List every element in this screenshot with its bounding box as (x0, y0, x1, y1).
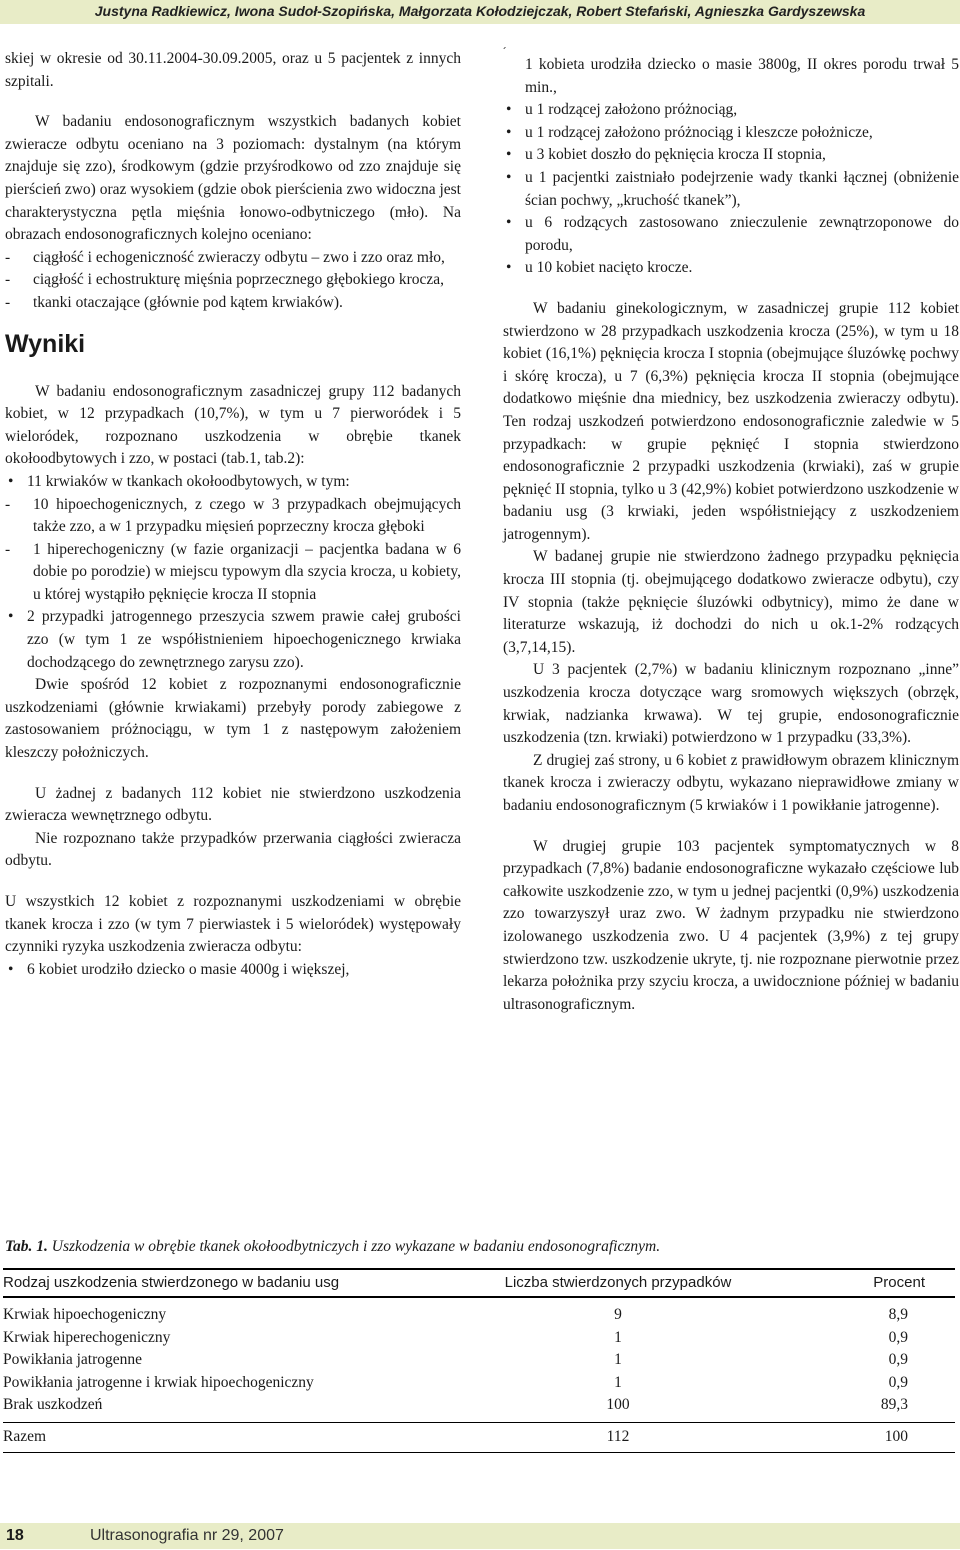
table-cell: Powikłania jatrogenne (3, 1351, 143, 1369)
table-cell: 1 (614, 1351, 622, 1369)
caption-label: Tab. 1. (5, 1238, 48, 1255)
list-item: - ciągłość i echostrukturę mięśnia poprzecznego głębokiego krocza, (5, 269, 461, 292)
list-item: • 6 kobiet urodziło dziecko o masie 4000g i większej, (5, 959, 461, 982)
results-table (3, 1268, 955, 1453)
column-header: Liczba stwierdzonych przypadków (483, 1269, 753, 1297)
table-row (3, 1297, 955, 1327)
list-item: • u 3 kobiet doszło do pęknięcia krocza II stopnia, (503, 144, 959, 167)
paragraph: Nie rozpoznano także przypadków przerwania ciągłości zwieracza odbytu. (5, 829, 461, 870)
list-continuation: 1 kobieta urodziła dziecko o masie 3800g, II okres porodu trwał 5 min., (525, 56, 959, 96)
table-row (3, 1372, 955, 1395)
paragraph: U wszystkich 12 kobiet z rozpoznanymi uszkodzeniami w obrębie tkanek krocza i zzo (w tym 7 pierwiastek i 5 wieloródek) występowały czynniki ryzyka uszkodzenia zwieracza odbytu: (5, 893, 461, 956)
section-heading: Wyniki (5, 329, 86, 358)
paragraph: W drugiej grupie 103 pacjentek symptomatycznych w 8 przypadkach (7,8%) badanie endosonograficzne wykazało częściowe lub całkowite uszkodzenie zzo, w tym u jednej pacjentki (0,9%) uszkodzenia zzo towarzyszył uraz zwo. W żadnym przypadku nie stwierdzono izolowanego uszkodzenia zwo. U 4 pacjentek (3,9%) z tej grupy stwierdzono tzw. uszkodzenie ukryte, tj. nie rozpoznane pierwotnie przez lekarza położnika przy szyciu krocza, a uwidocznione później w badaniu ultrasonograficznym. (503, 837, 959, 1013)
assessment-list (5, 247, 461, 315)
table-cell: 0,9 (888, 1328, 908, 1346)
table-cell: 1 (614, 1328, 622, 1346)
table-row (3, 1327, 955, 1350)
paragraph: U żadnej z badanych 112 kobiet nie stwierdzono uszkodzenia zwieracza wewnętrznego odbytu. (5, 784, 461, 825)
column-header: Procent (753, 1269, 955, 1297)
caption-text: Uszkodzenia w obrębie tkanek okołoodbytniczych i zzo wykazane w badaniu endosonograficznym. (51, 1238, 661, 1255)
table-cell: Powikłania jatrogenne i krwiak hipoechogeniczny (3, 1373, 314, 1391)
table-cell: Krwiak hiperechogeniczny (3, 1328, 171, 1346)
accent-mark: ´ (503, 45, 507, 59)
findings-list (5, 606, 461, 674)
list-item: - ciągłość i echogeniczność zwieraczy odbytu – zwo i zzo oraz mło, (5, 247, 461, 270)
list-item: • 11 krwiaków w tkankach okołoodbytowych, w tym: (5, 471, 461, 494)
hematoma-list (5, 494, 461, 607)
list-item: • u 1 rodzącej założono próżnociąg, (503, 99, 959, 122)
table-cell: Razem (3, 1422, 483, 1452)
list-item: • u 1 pacjentki zaistniało podejrzenie wady tkanki łącznej (obniżenie ścian pochwy, „kruchość tkanek”), (503, 167, 959, 212)
table-cell: 1 (614, 1373, 622, 1391)
paragraph: W badanej grupie nie stwierdzono żadnego przypadku pęknięcia krocza III stopnia (tj. obejmującego dodatkowo zwieracze odbytu), czy IV stopnia (także pęknięcie śluzówki odbytnicy), mimo że dane w literaturze wskazują, iż dochodzi do nich u ok.1-2% rodzących (3,7,14,15). (503, 548, 959, 656)
left-column (5, 48, 461, 981)
list-item: • u 1 rodzącej założono próżnociąg i kleszcze położnicze, (503, 122, 959, 145)
paragraph: W badaniu endosonograficznym wszystkich badanych kobiet zwieracze odbytu oceniano na 3 poziomach: dystalnym (na którym znajduje się zzo), środkowym (gdzie przyśrodkowo od zzo znajduje się pierścień zwo) oraz wysokiem (gdzie obok pierścienia zwo widoczna jest charakterystyczna pętla mięśnia łonowo-odbytniczego (mło). Na obrazach endosonograficznych kolejno oceniano: (5, 113, 461, 244)
list-item: - 10 hipoechogenicznych, z czego w 3 przypadkach obejmujących także zzo, a w 1 przypadku mięsień poprzeczny krocza głęboki (5, 494, 461, 539)
paragraph: Dwie spośród 12 kobiet z rozpoznanymi endosonograficznie uszkodzeniami (głównie krwiakami) przebyły porody zabiegowe z zastosowaniem próżnociągu, w tym 1 z następowym założeniem kleszczy położniczych. (5, 676, 461, 762)
table-cell: 100 (753, 1422, 955, 1452)
table-cell: 0,9 (888, 1373, 908, 1391)
table-cell: 8,9 (888, 1306, 908, 1323)
list-item: - tkanki otaczające (głównie pod kątem krwiaków). (5, 292, 461, 315)
paragraph: skiej w okresie od 30.11.2004-30.09.2005, oraz u 5 pacjentek z innych szpitali. (5, 50, 461, 90)
column-header: Rodzaj uszkodzenia stwierdzonego w badaniu usg (3, 1269, 483, 1297)
table-cell: 112 (483, 1422, 753, 1452)
table-cell: Brak uszkodzeń (3, 1394, 483, 1422)
right-column (503, 45, 959, 1016)
table-caption (5, 1238, 660, 1256)
paragraph: W badaniu ginekologicznym, w zasadniczej grupie 112 kobiet stwierdzono w 28 przypadkach uszkodzenia krocza (25%), w tym u 18 kobiet (16,1%) pęknięcia krocza I stopnia (obejmujące śluzówkę pochwy i skórę krocza), u 7 (6,3%) pęknięcia krocza II stopnia (obejmujące dodatkowo mięśnie dna miednicy, bez uszkodzenia zwieraczy odbytu). Ten rodzaj uszkodzeń potwierdzono endosonograficznie zaledwie w 5 przypadkach: w grupie pęknięć I stopnia stwierdzono endosonograficznie 2 przypadki uszkodzenia (krwiaki), zaś w grupie pęknięć II stopnia, tylko u 3 (42,9%) kobiet potwierdzono uszkodzenie w badaniu usg (3 krwiaki, jeden współistniejący z uszkodzeniem jatrogennym). (503, 299, 959, 543)
list-item: - 1 hiperechogeniczny (w fazie organizacji – pacjentka badana w 6 dobie po porodzie) w miejscu typowym dla szycia krocza, u kobiety, u której wystąpiło pęknięcie krocza II stopnia (5, 539, 461, 607)
table-cell: 0,9 (888, 1351, 908, 1369)
list-item: • u 10 kobiet nacięto krocze. (503, 257, 959, 280)
table-cell: 9 (614, 1306, 622, 1323)
list-item: • 2 przypadki jatrogennego przeszycia szwem prawie całej grubości zzo (w tym 1 ze współistnieniem hipoechogenicznego krwiaka dochodzącego do zewnętrznego zarysu zzo). (5, 606, 461, 674)
table-cell: 89,3 (753, 1394, 955, 1422)
journal-name: Ultrasonografia nr 29, 2007 (90, 1527, 284, 1544)
table-total-row (3, 1422, 955, 1452)
paragraph: U 3 pacjentek (2,7%) w badaniu klinicznym rozpoznano „inne” uszkodzenia krocza dotyczące warg sromowych większych (obrzęk, krwiak, nadzianka krwawa). W tej grupie, endosonograficznie uszkodzenia (tzn. krwiaki) potwierdzono w 1 przypadku (33,3%). (503, 661, 959, 747)
paragraph: W badaniu endosonograficznym zasadniczej grupy 112 badanych kobiet, w 12 przypadkach (10,7%), w tym u 7 pierworódek i 5 wieloródek, rozpoznano uszkodzenia w obrębie tkanek okołoodbytowych i zzo, w postaci (tab.1, tab.2): (5, 382, 461, 468)
table-cell: 100 (483, 1394, 753, 1422)
risk-list (5, 959, 461, 982)
paragraph: Z drugiej zaś strony, u 6 kobiet z prawidłowym obrazem klinicznym tkanek krocza i zwieraczy odbytu, wykazano nieprawidłowe zmiany w badaniu endosonograficznym (5 krwiaków i 1 powikłanie jatrogenne). (503, 751, 959, 814)
page-number: 18 (6, 1527, 24, 1544)
risk-list (503, 99, 959, 280)
findings-list (5, 471, 461, 494)
table-row (3, 1394, 955, 1422)
table-row (3, 1349, 955, 1372)
table-cell: Krwiak hipoechogeniczny (3, 1306, 167, 1323)
list-item: • u 6 rodzących zastosowano znieczulenie zewnątrzoponowe do porodu, (503, 212, 959, 257)
page-footer (0, 1523, 960, 1549)
running-header: Justyna Radkiewicz, Iwona Sudoł-Szopińska, Małgorzata Kołodziejczak, Robert Stefański, Agnieszka Gardyszewska (0, 0, 960, 24)
table-header-row (3, 1269, 955, 1297)
